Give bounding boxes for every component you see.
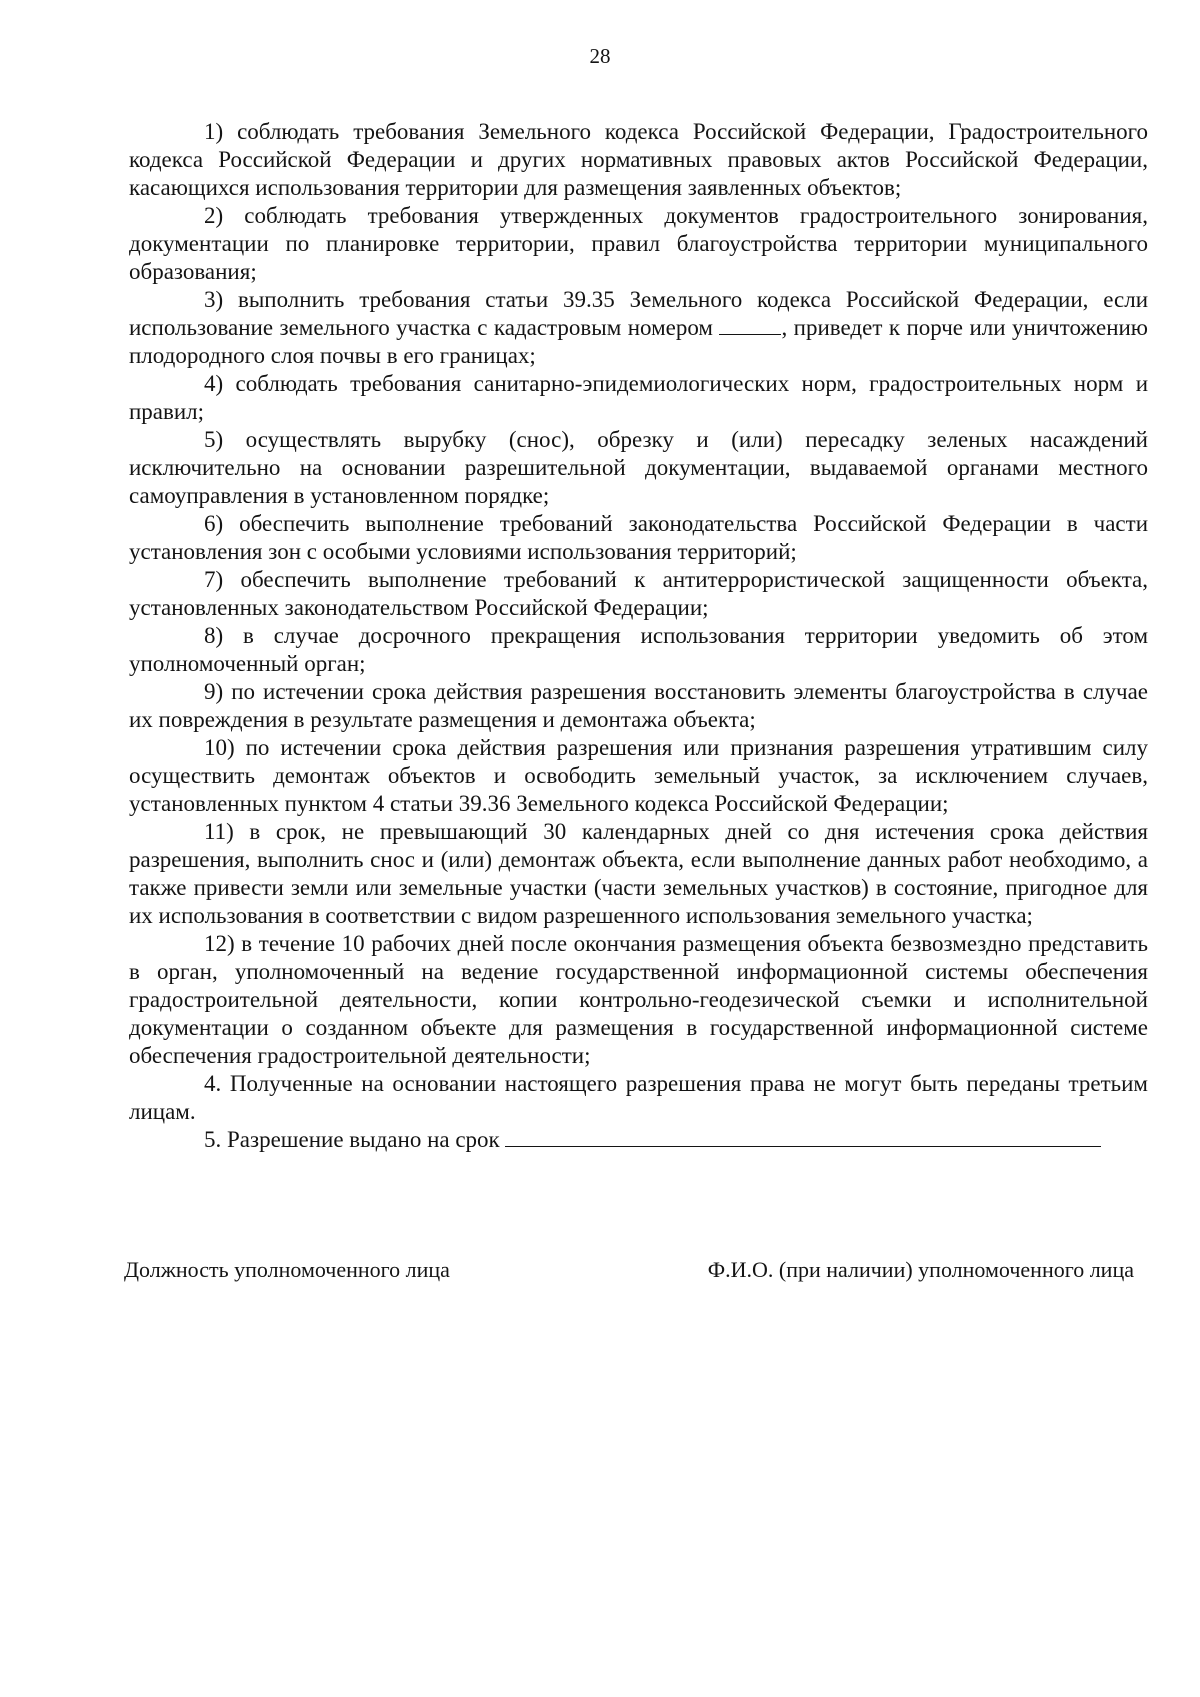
clause-5-label: 5. Разрешение выдано на срок	[204, 1127, 500, 1152]
clause-4: 4. Полученные на основании настоящего разрешения права не могут быть переданы третьим лицам.	[129, 1071, 1148, 1124]
list-item: 9) по истечении срока действия разрешения восстановить элементы благоустройства в случае их повреждения в результате размещения и демонтажа объекта;	[129, 679, 1148, 732]
list-item: 2) соблюдать требования утвержденных документов градостроительного зонирования, документации по планировке территории, правил благоустройства территории муниципального образования;	[129, 203, 1148, 284]
list-item	[129, 286, 1148, 370]
list-item: 6) обеспечить выполнение требований законодательства Российской Федерации в части установления зон с особыми условиями использования территорий;	[129, 511, 1148, 564]
list-item: 5) осуществлять вырубку (снос), обрезку и (или) пересадку зеленых насаждений исключительно на основании разрешительной документации, выдаваемой органами местного самоуправления в установленном порядке;	[129, 427, 1148, 508]
list-item: 12) в течение 10 рабочих дней после окончания размещения объекта безвозмездно представить в орган, уполномоченный на ведение государственной информационной системы обеспечения градостроительной деятельности, копии контрольно-геодезической съемки и исполнительной документации о созданном объекте для размещения в государственной информационной системе обеспечения градостроительной деятельности;	[129, 931, 1148, 1068]
list-item: 4) соблюдать требования санитарно-эпидемиологических норм, градостроительных норм и правил;	[129, 371, 1148, 424]
page-number: 28	[589, 44, 611, 68]
list-item-text: 3) выполнить требования статьи 39.35 Земельного кодекса Российской Федерации, если использование земельного участка с кадастровым номером	[129, 287, 1148, 340]
term-blank	[505, 1128, 1101, 1147]
list-item: 11) в срок, не превышающий 30 календарных дней со дня истечения срока действия разрешения, выполнить снос и (или) демонтаж объекта, если выполнение данных работ необходимо, а также привести земли или земельные участки (части земельных участков) в состояние, пригодное для их использования в соответствии с видом разрешенного использования земельного участка;	[129, 819, 1148, 928]
list-item: 1) соблюдать требования Земельного кодекса Российской Федерации, Градостроительного кодекса Российской Федерации и других нормативных правовых актов Российской Федерации, касающихся использования территории для размещения заявленных объектов;	[129, 119, 1148, 200]
list-item-text: , приведет к порче или уничтожению плодородного слоя почвы в его границах;	[129, 315, 1148, 368]
document-body	[129, 118, 1148, 1154]
position-label: Должность уполномоченного лица	[124, 1257, 450, 1282]
name-label: Ф.И.О. (при наличии) уполномоченного лица	[707, 1257, 1134, 1282]
list-item: 8) в случае досрочного прекращения использования территории уведомить об этом уполномоченный орган;	[129, 623, 1148, 676]
list-item: 7) обеспечить выполнение требований к антитеррористической защищенности объекта, установленных законодательством Российской Федерации;	[129, 567, 1148, 620]
cadastral-number-blank	[719, 316, 781, 335]
list-item: 10) по истечении срока действия разрешения или признания разрешения утратившим силу осуществить демонтаж объектов и освободить земельный участок, за исключением случаев, установленных пунктом 4 статьи 39.36 Земельного кодекса Российской Федерации;	[129, 735, 1148, 816]
signature-block	[124, 1257, 1134, 1283]
clause-5	[129, 1126, 1148, 1154]
